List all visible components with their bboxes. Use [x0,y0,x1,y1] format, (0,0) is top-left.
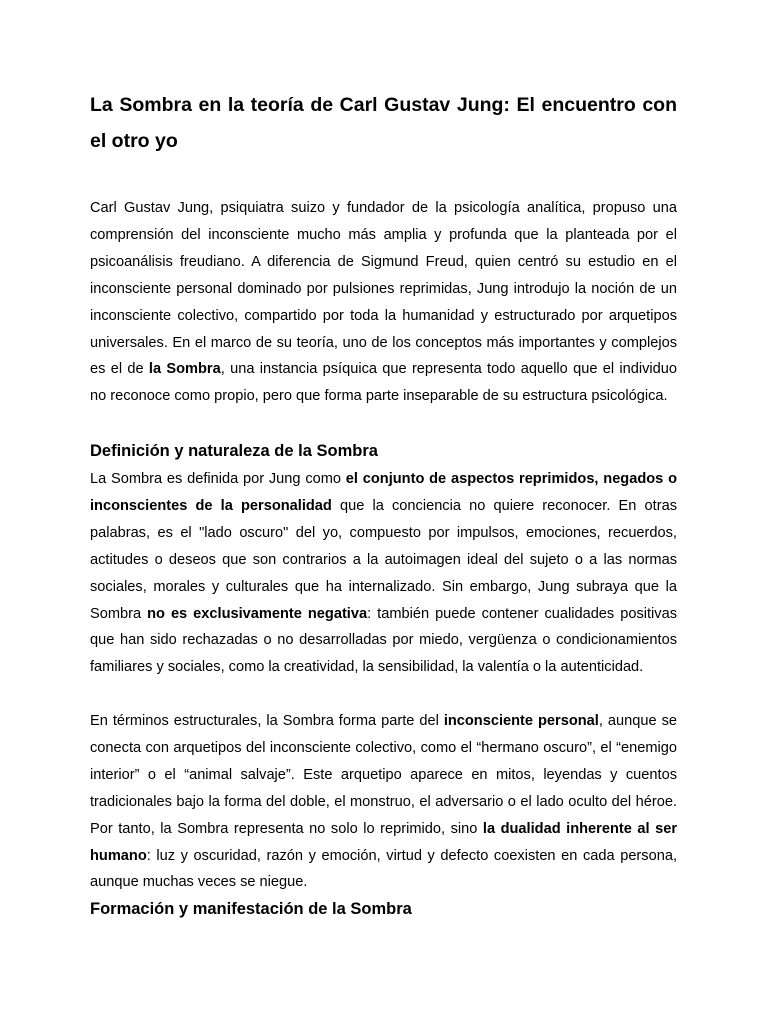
definition-text-3: : también puede contener cualidades positivas que han sido rechazadas o no desarrolladas por miedo, vergüenza o condicionamientos familiares y sociales, como la creatividad, la sensibilidad, la valentía o la autenticidad. [90,605,678,676]
intro-text-1: Carl Gustav Jung, psiquiatra suizo y fundador de la psicología analítica, propuso una comprensión del inconsciente mucho más amplia y profunda que la planteada por el psicoanálisis freudiano. A diferencia de Sigmund Freud, quien centró su estudio en el inconsciente personal dominado por pulsiones reprimidas, Jung introdujo la noción de un inconsciente colectivo, compartido por toda la humanidad y estructurado por arquetipos universales. En el marco de su teoría, uno de los conceptos más importantes y complejos es el de [90,200,677,378]
definition-text-1: La Sombra es definida por Jung como [90,471,346,487]
intro-bold-1: la Sombra [148,361,221,378]
structure-paragraph [90,708,677,896]
intro-paragraph [90,195,677,410]
definition-text-2: que la conciencia no quiere reconocer. En otras palabras, es el "lado oscuro" del yo, compuesto por impulsos, emociones, recuerdos, actitudes o deseos que son contrarios a la autoimagen ideal del sujeto o a las normas sociales, morales y culturales que ha internalizado. Sin embargo, Jung subraya que la Sombra [90,497,677,622]
structure-bold-2: la dualidad inherente al ser humano [90,820,677,864]
definition-bold-1: el conjunto de aspectos reprimidos, negados o inconscientes de la personalidad [90,471,677,514]
structure-text-2: , aunque se conecta con arquetipos del inconsciente colectivo, como el “hermano oscuro”, el “enemigo interior” o el “animal salvaje”. Este arquetipo aparece en mitos, leyendas y cuentos tradicionales bajo la forma del doble, el monstruo, el adversario o el lado oculto del héroe. Por tanto, la Sombra representa no solo lo reprimido, sino [90,713,677,837]
structure-bold-1: inconsciente personal [443,713,599,729]
intro-text-2: , una instancia psíquica que representa todo aquello que el individuo no reconoce como propio, pero que forma parte inseparable de su estructura psicológica. [90,361,678,405]
structure-text-1: En términos estructurales, la Sombra forma parte del [90,713,444,729]
section-heading-definition: Definición y naturaleza de la Sombra [90,442,378,460]
structure-text-3: : luz y oscuridad, razón y emoción, virtud y defecto coexisten en cada persona, aunque muchas veces se niegue. [90,847,677,891]
definition-bold-2: no es exclusivamente negativa [147,605,368,622]
document-title: La Sombra en la teoría de Carl Gustav Jung: El encuentro con el otro yo [90,94,677,152]
definition-paragraph [90,466,677,681]
section-heading-formation: Formación y manifestación de la Sombra [90,900,412,918]
